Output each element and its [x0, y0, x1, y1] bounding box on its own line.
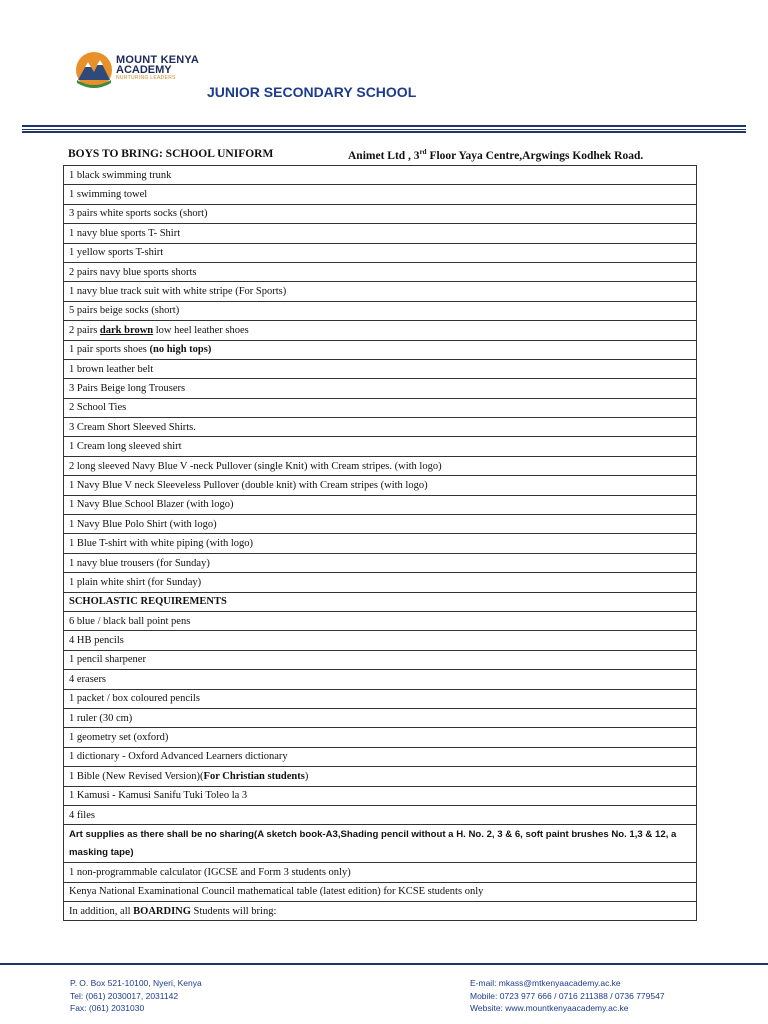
table-row	[64, 243, 697, 262]
list-item: 1 geometry set (oxford)	[64, 728, 697, 747]
table-row	[64, 708, 697, 727]
table-row	[64, 204, 697, 223]
website: Website: www.mountkenyaacademy.ac.ke	[470, 1003, 629, 1013]
list-item: 1 ruler (30 cm)	[64, 708, 697, 727]
table-row	[64, 301, 697, 320]
list-item: 2 pairs dark brown low heel leather shoes	[64, 321, 697, 340]
list-item: 4 erasers	[64, 670, 697, 689]
list-item: 1 Cream long sleeved shirt	[64, 437, 697, 456]
footer-divider	[0, 963, 768, 965]
postal-address: P. O. Box 521-10100, Nyeri, Kenya	[70, 978, 202, 988]
scholastic-heading: SCHOLASTIC REQUIREMENTS	[64, 592, 697, 611]
list-item: 1 plain white shirt (for Sunday)	[64, 573, 697, 592]
table-row	[64, 747, 697, 766]
list-item: 4 HB pencils	[64, 631, 697, 650]
list-item: Art supplies as there shall be no sharing(A sketch book-A3,Shading pencil without a H. No. 2, 3 & 6, soft paint brushes No. 1,3 & 12, a masking tape)	[64, 825, 697, 863]
list-item: 1 Navy Blue V neck Sleeveless Pullover (double knit) with Cream stripes (with logo)	[64, 476, 697, 495]
table-row	[64, 282, 697, 301]
list-item: 1 non-programmable calculator (IGCSE and Form 3 students only)	[64, 863, 697, 882]
table-row	[64, 902, 697, 921]
supplier-info: Animet Ltd , 3rd Floor Yaya Centre,Argwings Kodhek Road.	[348, 148, 644, 162]
list-item: 1 Blue T-shirt with white piping (with logo)	[64, 534, 697, 553]
table-row	[64, 495, 697, 514]
list-item: Kenya National Examinational Council mathematical table (latest edition) for KCSE students only	[64, 882, 697, 901]
list-item: 1 black swimming trunk	[64, 166, 697, 185]
list-item: 3 Cream Short Sleeved Shirts.	[64, 418, 697, 437]
table-row	[64, 786, 697, 805]
list-item: 1 pair sports shoes (no high tops)	[64, 340, 697, 359]
table-row	[64, 805, 697, 824]
table-row	[64, 359, 697, 378]
list-item: 1 Bible (New Revised Version)(For Christian students)	[64, 767, 697, 786]
table-row	[64, 863, 697, 882]
requirements-table	[63, 165, 697, 921]
list-item: 2 long sleeved Navy Blue V -neck Pullover (single Knit) with Cream stripes. (with logo)	[64, 456, 697, 475]
table-row	[64, 728, 697, 747]
table-row	[64, 689, 697, 708]
list-item: 1 Navy Blue School Blazer (with logo)	[64, 495, 697, 514]
section-title: BOYS TO BRING: SCHOOL UNIFORM	[68, 148, 274, 160]
list-item: In addition, all BOARDING Students will bring:	[64, 902, 697, 921]
table-row	[64, 456, 697, 475]
table-row	[64, 515, 697, 534]
list-item: 1 navy blue track suit with white stripe (For Sports)	[64, 282, 697, 301]
list-item: 1 swimming towel	[64, 185, 697, 204]
list-item: 2 pairs navy blue sports shorts	[64, 262, 697, 281]
list-item: 2 School Ties	[64, 398, 697, 417]
mobile: Mobile: 0723 977 666 / 0716 211388 / 0736 779547	[470, 990, 665, 1001]
list-item: 1 Kamusi - Kamusi Sanifu Tuki Toleo la 3	[64, 786, 697, 805]
list-item: 3 pairs white sports socks (short)	[64, 204, 697, 223]
table-row	[64, 611, 697, 630]
list-item: 1 Navy Blue Polo Shirt (with logo)	[64, 515, 697, 534]
table-row	[64, 592, 697, 611]
logo-name-line1: MOUNT KENYA	[116, 54, 200, 66]
table-row	[64, 650, 697, 669]
school-logo	[74, 50, 224, 94]
table-row	[64, 631, 697, 650]
mountain-emblem-icon	[74, 50, 114, 94]
fax: Fax: (061) 2031030	[70, 1003, 145, 1013]
list-item: 5 pairs beige socks (short)	[64, 301, 697, 320]
header-divider	[22, 129, 746, 130]
table-row	[64, 476, 697, 495]
logo-tagline: NURTURING LEADERS	[116, 75, 176, 81]
footer-contact-left	[70, 977, 202, 1015]
table-row	[64, 767, 697, 786]
telephone: Tel: (061) 2030017, 2031142	[70, 990, 179, 1001]
table-row	[64, 534, 697, 553]
table-row	[64, 670, 697, 689]
table-row	[64, 340, 697, 359]
table-row	[64, 882, 697, 901]
table-row	[64, 224, 697, 243]
table-row	[64, 437, 697, 456]
list-item: 1 navy blue sports T- Shirt	[64, 224, 697, 243]
list-item: 1 pencil sharpener	[64, 650, 697, 669]
table-row	[64, 321, 697, 340]
table-row	[64, 398, 697, 417]
header-divider	[22, 131, 746, 133]
list-item: 6 blue / black ball point pens	[64, 611, 697, 630]
logo-name-line2: ACADEMY	[116, 64, 172, 76]
list-item: 1 navy blue trousers (for Sunday)	[64, 553, 697, 572]
list-item: 3 Pairs Beige long Trousers	[64, 379, 697, 398]
table-row	[64, 185, 697, 204]
table-row	[64, 418, 697, 437]
table-row	[64, 166, 697, 185]
header-divider	[22, 125, 746, 127]
list-item: 1 packet / box coloured pencils	[64, 689, 697, 708]
list-item: 1 yellow sports T-shirt	[64, 243, 697, 262]
list-item: 1 brown leather belt	[64, 359, 697, 378]
section-heading	[68, 148, 708, 160]
table-row	[64, 825, 697, 863]
list-item: 4 files	[64, 805, 697, 824]
table-row	[64, 573, 697, 592]
table-row	[64, 379, 697, 398]
table-row	[64, 262, 697, 281]
table-row	[64, 553, 697, 572]
email: E-mail: mkass@mtkenyaacademy.ac.ke	[470, 978, 621, 988]
school-title: JUNIOR SECONDARY SCHOOL	[207, 84, 417, 100]
list-item: 1 dictionary - Oxford Advanced Learners dictionary	[64, 747, 697, 766]
footer-contact-right	[470, 977, 665, 1015]
